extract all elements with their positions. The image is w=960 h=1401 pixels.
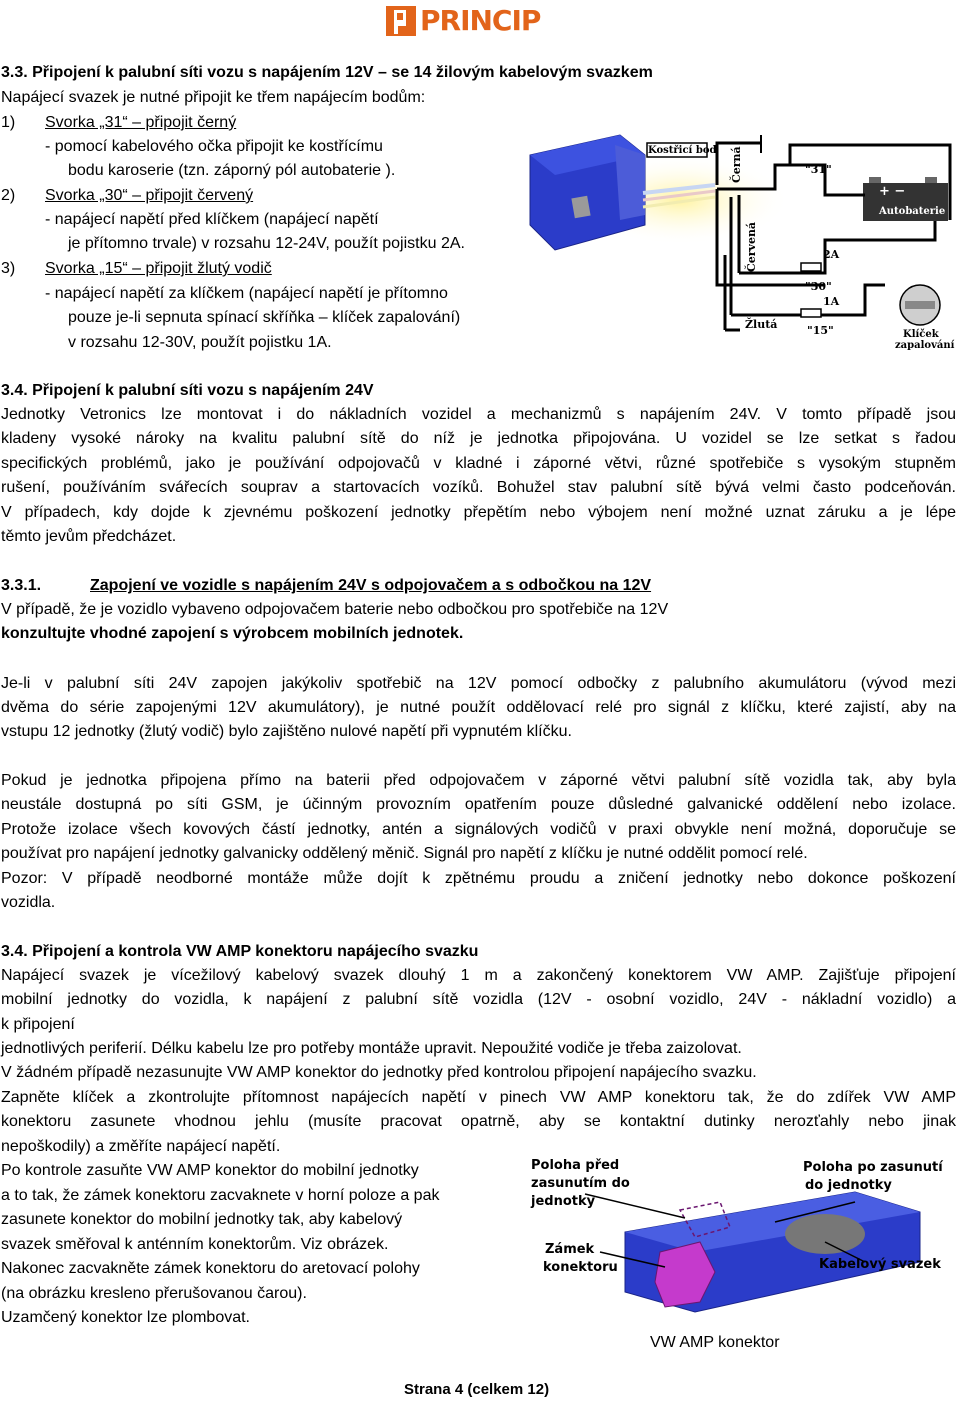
label-plus-minus: + − — [879, 184, 906, 199]
wiring-diagram — [525, 125, 960, 355]
s33-item2-title: Svorka „30“ – připojit červený — [45, 187, 254, 204]
paragraph-line: nepoškodily) a změříte napájecí napětí. — [1, 1138, 281, 1155]
paragraph-line: neustále dostupná po síti GSM, je účinným provozním opatřením pouze důsledné galvanické oddělení nebo izolace. — [1, 796, 956, 813]
paragraph-line: těmto jevům předcházet. — [1, 528, 177, 545]
section-3-4-heading: 3.4. Připojení k palubní síti vozu s napájením 24V — [1, 382, 374, 399]
paragraph-line: a to tak, že zámek konektoru zacvaknete v horní poloze a pak — [1, 1187, 440, 1204]
paragraph-line: zasunete konektor do mobilní jednotky tak, aby kabelový — [1, 1211, 403, 1228]
paragraph-line: jednotlivých periferií. Délku kabelu lze pro potřeby montáže upravit. Nepoužité vodiče je třeba zaizolovat. — [1, 1040, 742, 1057]
section-3-3-1-heading: Zapojení ve vozidle s napájením 24V s odpojovačem a s odbočkou na 12V — [90, 577, 652, 594]
vw-amp-caption: VW AMP konektor — [650, 1334, 780, 1351]
page-footer: Strana 4 (celkem 12) — [404, 1381, 550, 1398]
section-3-3-1-number: 3.3.1. — [1, 577, 42, 594]
paragraph-line: vozidla. — [1, 894, 56, 911]
s33-item3-line3: v rozsahu 12-30V, použít pojistku 1A. — [68, 334, 332, 351]
s33-item3-line1: - napájecí napětí za klíčkem (napájecí napětí je přítomno — [45, 285, 448, 302]
s33-item2-line1: - napájecí napětí před klíčkem (napájecí napětí — [45, 211, 379, 228]
label-kabelovy-svazek: Kabelový svazek — [819, 1257, 941, 1272]
s33-item1-num: 1) — [1, 114, 16, 131]
paragraph-line: svazek směřoval k anténním konektorům. Viz obrázek. — [1, 1236, 389, 1253]
paragraph-line: Pozor: V případě neodborné montáže může dojít k zpětnému proudu a zničení jednotky nebo dokonce poškození — [1, 870, 956, 887]
label-poloha-po-2: do jednotky — [805, 1178, 892, 1193]
label-31: "31" — [805, 163, 832, 176]
label-zluta: Žlutá — [745, 318, 778, 331]
label-zamek-1: Zámek — [545, 1242, 595, 1257]
label-poloha-po-1: Poloha po zasunutí — [803, 1160, 943, 1175]
label-zamek-2: konektoru — [543, 1260, 618, 1275]
label-cervena: Červená — [745, 221, 758, 272]
vw-amp-connector-diagram — [525, 1152, 955, 1322]
s33-item3-title: Svorka „15“ – připojit žlutý vodič — [45, 260, 272, 277]
s33-item3-num: 3) — [1, 260, 16, 277]
paragraph-line: Protože izolace všech kovových částí jednotky, antén a signálových vodičů v praxi obvykle není možná, doporučuje se — [1, 821, 956, 838]
paragraph-line: (na obrázku kresleno přerušovanou čarou). — [1, 1285, 307, 1302]
paragraph-line: specifických problémů, jako je používání odpojovačů v kladné i záporné větvi, různé spotřebiče s vysokým stupněm — [1, 455, 956, 472]
s33-item2-line2: je přítomno trvale) v rozsahu 12-24V, použít pojistku 2A. — [68, 235, 465, 252]
paragraph-line: Po kontrole zasuňte VW AMP konektor do mobilní jednotky — [1, 1162, 419, 1179]
label-klicek: Klíček — [903, 329, 939, 340]
label-poloha-pred-1: Poloha před — [531, 1158, 620, 1173]
s33-item3-line2: pouze je-li sepnuta spínací skříňka – klíček zapalování) — [68, 309, 461, 326]
s331-line1: V případě, že je vozidlo vybaveno odpojovačem baterie nebo odbočkou pro spotřebiče na 12V — [1, 601, 669, 618]
label-kostrici-bod: Kostřicí bod — [648, 145, 717, 156]
paragraph-line: rušení, používáním svářecích souprav a startovacích vozíků. Bohužel stav palubní sítě bývá velmi často podceňován. — [1, 479, 956, 496]
section-3-4-vw-amp-heading: 3.4. Připojení a kontrola VW AMP konektoru napájecího svazku — [1, 943, 479, 960]
paragraph-line: používat pro napájení jednotky galvanicky oddělený měnič. Signál pro napětí z klíčku je nutné oddělit pomocí relé. — [1, 845, 808, 862]
s33-item1-line2: bodu karoserie (tzn. záporný pól autobaterie ). — [68, 162, 396, 179]
paragraph-line: mobilní jednotky do vozidla, k napájení z palubní sítě vozidla (12V - osobní vozidlo, 24V - nákladní vozidlo) a — [1, 991, 956, 1008]
label-zapalovani: zapalování — [895, 340, 955, 351]
s33-item2-num: 2) — [1, 187, 16, 204]
paragraph-line: konektoru zasunete vhodnou jehlu (musíte pracovat opatrně, aby se kontaktní dutinky nerozťahly nebo jinak — [1, 1113, 956, 1130]
s33-item1-title: Svorka „31“ – připojit černý — [45, 114, 237, 131]
label-30: "30" — [805, 280, 832, 293]
label-2a: 2A — [823, 248, 840, 261]
paragraph-line: Napájecí svazek je vícežilový kabelový svazek dlouhý 1 m a zakončený konektorem VW AMP. Zajišťuje připojení — [1, 967, 956, 984]
paragraph-line: k připojení — [1, 1016, 75, 1033]
logo — [384, 4, 576, 38]
logo-mark-icon — [384, 4, 418, 38]
label-poloha-pred-2: zasunutím do — [531, 1176, 630, 1191]
paragraph-line: V případech, kdy dojde k zjevnému poškození jednotky přepětím nebo výbojem není možné uznat záruku a je lépe — [1, 504, 956, 521]
paragraph-line: V žádném případě nezasunujte VW AMP konektor do jednotky před kontrolou připojení napájecího svazku. — [1, 1064, 757, 1081]
paragraph-line: dvěma do série zapojenými 12V akumulátory), je nutné použít oddělovací relé pro signál z klíčku, které zajistí, aby na — [1, 699, 956, 716]
paragraph-line: Uzamčený konektor lze plombovat. — [1, 1309, 250, 1326]
paragraph-line: Pokud je jednotka připojena přímo na baterii před odpojovačem v záporné větvi palubní sítě vozidla tak, aby byla — [1, 772, 956, 789]
section-3-3-heading: 3.3. Připojení k palubní síti vozu s napájením 12V – se 14 žilovým kabelovým svazkem — [1, 64, 653, 81]
paragraph-line: kladeny vysoké nároky na kvalitu palubní sítě do níž je jednotka připojována. U vozidel se lze setkat s řadou — [1, 430, 956, 447]
label-15: "15" — [807, 324, 834, 337]
s33-intro: Napájecí svazek je nutné připojit ke třem napájecím bodům: — [1, 89, 426, 106]
label-cerna: Černá — [730, 146, 743, 183]
label-autobaterie: Autobaterie — [879, 206, 946, 217]
paragraph-line: Zapněte klíček a zkontrolujte přítomnost napájecích napětí v pinech VW AMP konektoru tak, že do zdířek VW AMP — [1, 1089, 956, 1106]
paragraph-line: vstupu 12 jednotky (žlutý vodič) bylo zajištěno nulové napětí při vypnutém klíčku. — [1, 723, 572, 740]
logo-text: PRINCIP — [420, 4, 541, 37]
paragraph-line: Jednotky Vetronics lze montovat i do nákladních vozidel a mechanizmů s napájením 24V. V tomto případě jsou — [1, 406, 956, 423]
s33-item1-line1: - pomocí kabelového očka připojit ke kostřícímu — [45, 138, 383, 155]
paragraph-line: Je-li v palubní síti 24V zapojen jakýkoliv spotřebič na 12V pomocí odbočky z palubního akumulátoru (vývod mezi — [1, 675, 956, 692]
label-poloha-pred-3: jednotky — [531, 1194, 596, 1209]
s331-line2: konzultujte vhodné zapojení s výrobcem mobilních jednotek. — [1, 625, 464, 642]
paragraph-line: Nakonec zacvakněte zámek konektoru do aretovací polohy — [1, 1260, 420, 1277]
label-1a: 1A — [823, 295, 840, 308]
